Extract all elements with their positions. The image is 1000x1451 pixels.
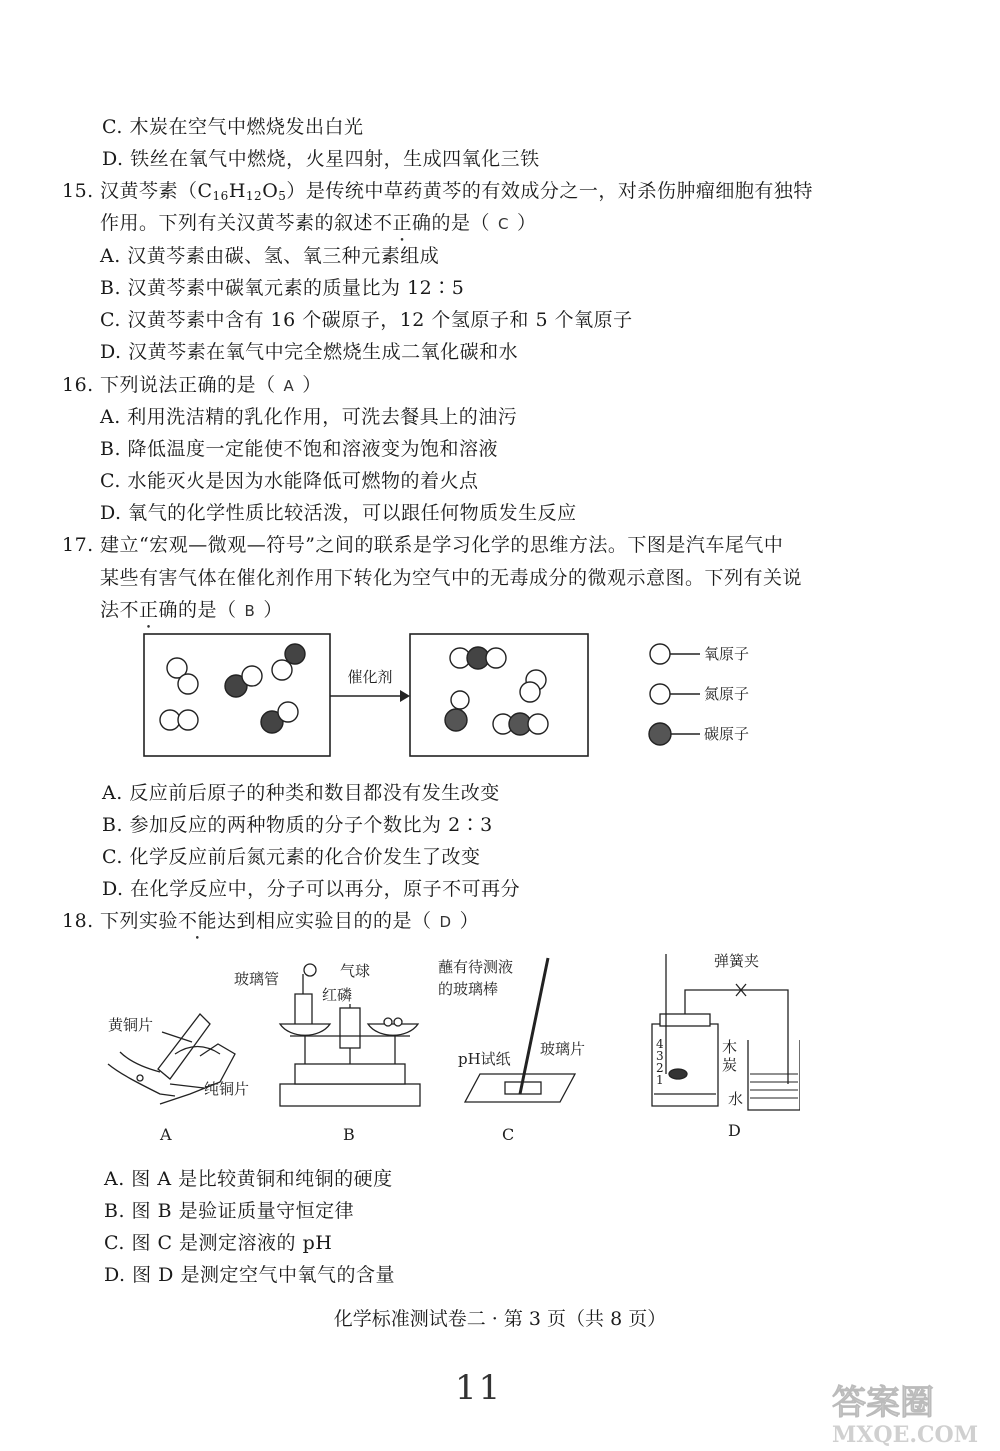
q15-option-a: A. 汉黄芩素由碳、氢、氧三种元素组成	[100, 245, 440, 267]
page-footer: 化学标准测试卷二 · 第 3 页（共 8 页）	[333, 1308, 667, 1330]
legend-nitrogen: 氮原子	[704, 685, 750, 703]
watermark-logo	[820, 1376, 990, 1446]
label-rod-line1: 蘸有待测液	[438, 958, 514, 976]
q17-stem-line2: 某些有害气体在催化剂作用下转化为空气中的无毒成分的微观示意图。下列有关说	[100, 567, 803, 589]
scale-4: 4	[656, 1037, 664, 1051]
q15-stem-line2: 作用。下列有关汉黄芩素的叙述不正确的是（ C ）	[100, 212, 537, 234]
legend-oxygen: 氧原子	[704, 645, 750, 663]
label-balloon: 气球	[340, 962, 371, 980]
q15-option-d: D. 汉黄芩素在氧气中完全燃烧生成二氧化碳和水	[100, 341, 519, 363]
watermark-top: 答案圈	[832, 1383, 934, 1423]
q16-option-d: D. 氧气的化学性质比较活泼，可以跟任何物质发生反应	[100, 502, 577, 524]
q18-option-c: C. 图 C 是测定溶液的 pH	[104, 1232, 333, 1254]
figure-d-label: D	[728, 1121, 741, 1140]
label-spring-clip: 弹簧夹	[714, 952, 760, 970]
q18-stem: 18. 下列实验不能达到相应实验目的的是（ D ）	[62, 910, 480, 932]
q18-option-b: B. 图 B 是验证质量守恒定律	[104, 1200, 355, 1222]
q17-option-a: A. 反应前后原子的种类和数目都没有发生改变	[102, 782, 500, 804]
q14-option-d: D. 铁丝在氧气中燃烧，火星四射，生成四氧化三铁	[102, 148, 540, 170]
watermark-bottom: MXQE.COM	[832, 1422, 979, 1446]
catalyst-label: 催化剂	[347, 668, 393, 686]
q17-stem-line3: 法不正确的是（ B ）	[100, 599, 283, 621]
label-red-phosphorus: 红磷	[322, 986, 353, 1004]
q15-answer: C	[498, 215, 510, 233]
label-brass: 黄铜片	[108, 1016, 154, 1034]
q14-option-c: C. 木炭在空气中燃烧发出白光	[102, 116, 364, 138]
q15-number: 15.	[62, 180, 94, 202]
label-carbon-1: 木	[722, 1038, 738, 1056]
q18-figures	[100, 944, 800, 1150]
label-glass-tube: 玻璃管	[234, 970, 280, 988]
q16-stem: 16. 下列说法正确的是（ A ）	[62, 374, 322, 396]
q17-answer: B	[244, 602, 256, 620]
emphasis-dots: 不正确	[373, 212, 432, 234]
q15-option-c: C. 汉黄芩素中含有 16 个碳原子，12 个氢原子和 5 个氧原子	[100, 309, 633, 331]
handwritten-page-number: 11	[455, 1368, 503, 1408]
legend	[649, 644, 700, 745]
q16-option-c: C. 水能灭火是因为水能降低可燃物的着火点	[100, 470, 479, 492]
scale-2: 2	[656, 1061, 664, 1075]
q16-option-a: A. 利用洗洁精的乳化作用，可洗去餐具上的油污	[100, 406, 518, 428]
q18-option-a: A. 图 A 是比较黄铜和纯铜的硬度	[104, 1168, 393, 1190]
label-ph-paper: pH试纸	[458, 1050, 511, 1068]
q15-option-b: B. 汉黄芩素中碳氧元素的质量比为 12∶5	[100, 277, 465, 299]
q16-answer: A	[283, 377, 295, 395]
label-water: 水	[728, 1090, 744, 1108]
q16-option-b: B. 降低温度一定能使不饱和溶液变为饱和溶液	[100, 438, 499, 460]
figure-d	[652, 954, 800, 1110]
q17-micro-diagram	[130, 626, 790, 766]
label-pure-copper: 纯铜片	[204, 1080, 250, 1098]
q17-option-c: C. 化学反应前后氮元素的化合价发生了改变	[102, 846, 481, 868]
q18-number: 18.	[62, 910, 94, 932]
figure-c-label: C	[502, 1125, 515, 1144]
figure-a-label: A	[160, 1125, 172, 1144]
q17-number: 17.	[62, 534, 94, 556]
q16-number: 16.	[62, 374, 94, 396]
label-carbon-2: 炭	[722, 1056, 738, 1074]
q17-stem-line1: 17. 建立“宏观—微观—符号”之间的联系是学习化学的思维方法。下图是汽车尾气中	[62, 534, 784, 556]
label-rod-line2: 的玻璃棒	[438, 980, 499, 998]
scale-1: 1	[656, 1073, 664, 1087]
figure-b-label: B	[343, 1125, 355, 1144]
q18-answer: D	[439, 913, 452, 931]
q18-option-d: D. 图 D 是测定空气中氧气的含量	[104, 1264, 395, 1286]
q15-stem-line1: 15. 汉黄芩素$(C_{16}H_{12}O_5)$是传统中草药黄芩的有效成分之一，对杀伤肿瘤细胞有独特	[62, 180, 813, 203]
q17-option-b: B. 参加反应的两种物质的分子个数比为 2∶3	[102, 814, 493, 836]
label-glass-plate: 玻璃片	[540, 1040, 586, 1058]
legend-carbon: 碳原子	[704, 725, 750, 743]
q17-option-d: D. 在化学反应中，分子可以再分，原子不可再分	[102, 878, 521, 900]
reaction-arrow	[330, 668, 410, 702]
scale-3: 3	[656, 1049, 664, 1063]
